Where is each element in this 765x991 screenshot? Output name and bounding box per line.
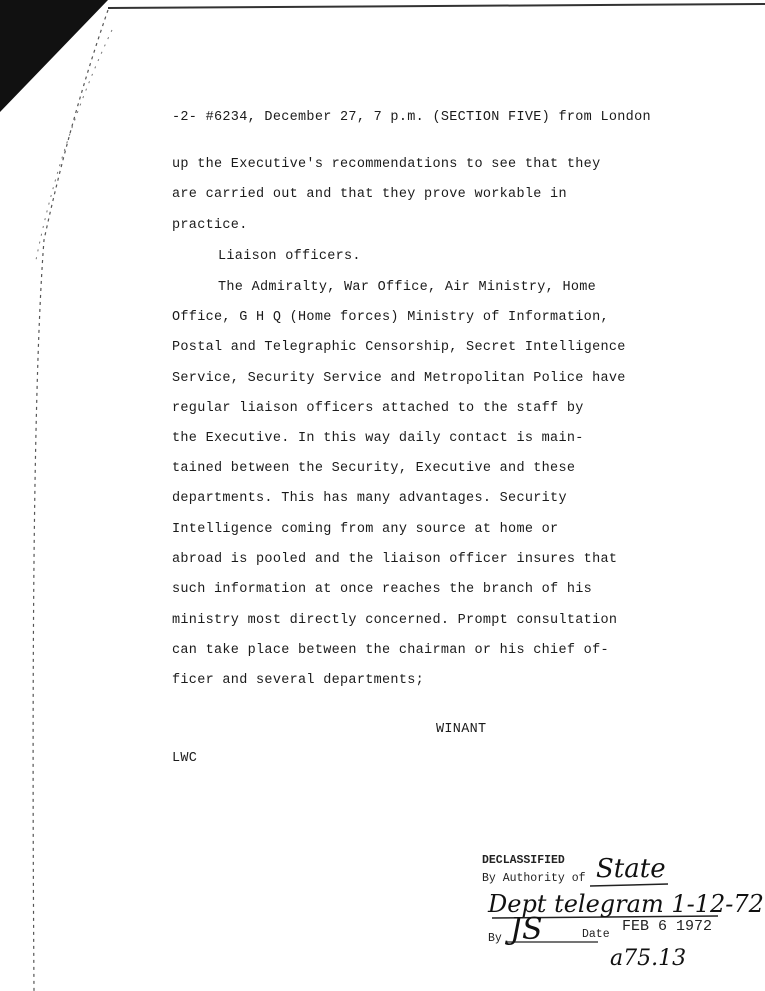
text-line: tained between the Security, Executive and these [172, 461, 576, 476]
stamp-title: DECLASSIFIED [482, 854, 565, 867]
text-line: are carried out and that they prove workable in [172, 187, 567, 202]
text-line: ministry most directly concerned. Prompt consultation [172, 613, 618, 628]
text-line: can take place between the chairman or his chief of- [172, 643, 609, 658]
text-line: up the Executive's recommendations to see that they [172, 157, 601, 172]
stamp-authority-label: By Authority of [482, 872, 586, 885]
stamp-by-value: JS [510, 912, 543, 947]
text-line: Postal and Telegraphic Censorship, Secret Intelligence [172, 340, 626, 355]
stamp-by-label: By [488, 932, 502, 945]
stamp-date-value: FEB 6 1972 [622, 918, 713, 935]
text-line: The Admiralty, War Office, Air Ministry, Home [218, 280, 597, 295]
text-line: Service, Security Service and Metropolitan Police have [172, 371, 626, 386]
text-line: regular liaison officers attached to the staff by [172, 401, 584, 416]
text-line: the Executive. In this way daily contact is main- [172, 431, 584, 446]
telegram-header: -2- #6234, December 27, 7 p.m. (SECTION FIVE) from London [172, 110, 651, 125]
text-line: practice. [172, 218, 248, 233]
stamp-date-label: Date [582, 928, 610, 941]
text-line: ficer and several departments; [172, 673, 425, 688]
text-line: Intelligence coming from any source at home or [172, 522, 559, 537]
section-subheading: Liaison officers. [218, 249, 361, 264]
stamp-telegram-value: Dept telegram 1-12-72 [488, 890, 764, 918]
text-line: abroad is pooled and the liaison officer insures that [172, 552, 618, 567]
text-line: departments. This has many advantages. Security [172, 491, 567, 506]
sender-initials: LWC [172, 751, 198, 766]
signature: WINANT [436, 722, 487, 737]
stamp-reference: a75.13 [610, 946, 687, 971]
stamp-authority-value: State [596, 854, 666, 884]
declassification-stamp [478, 850, 764, 980]
text-line: such information at once reaches the branch of his [172, 582, 593, 597]
text-line: Office, G H Q (Home forces) Ministry of Information, [172, 310, 609, 325]
